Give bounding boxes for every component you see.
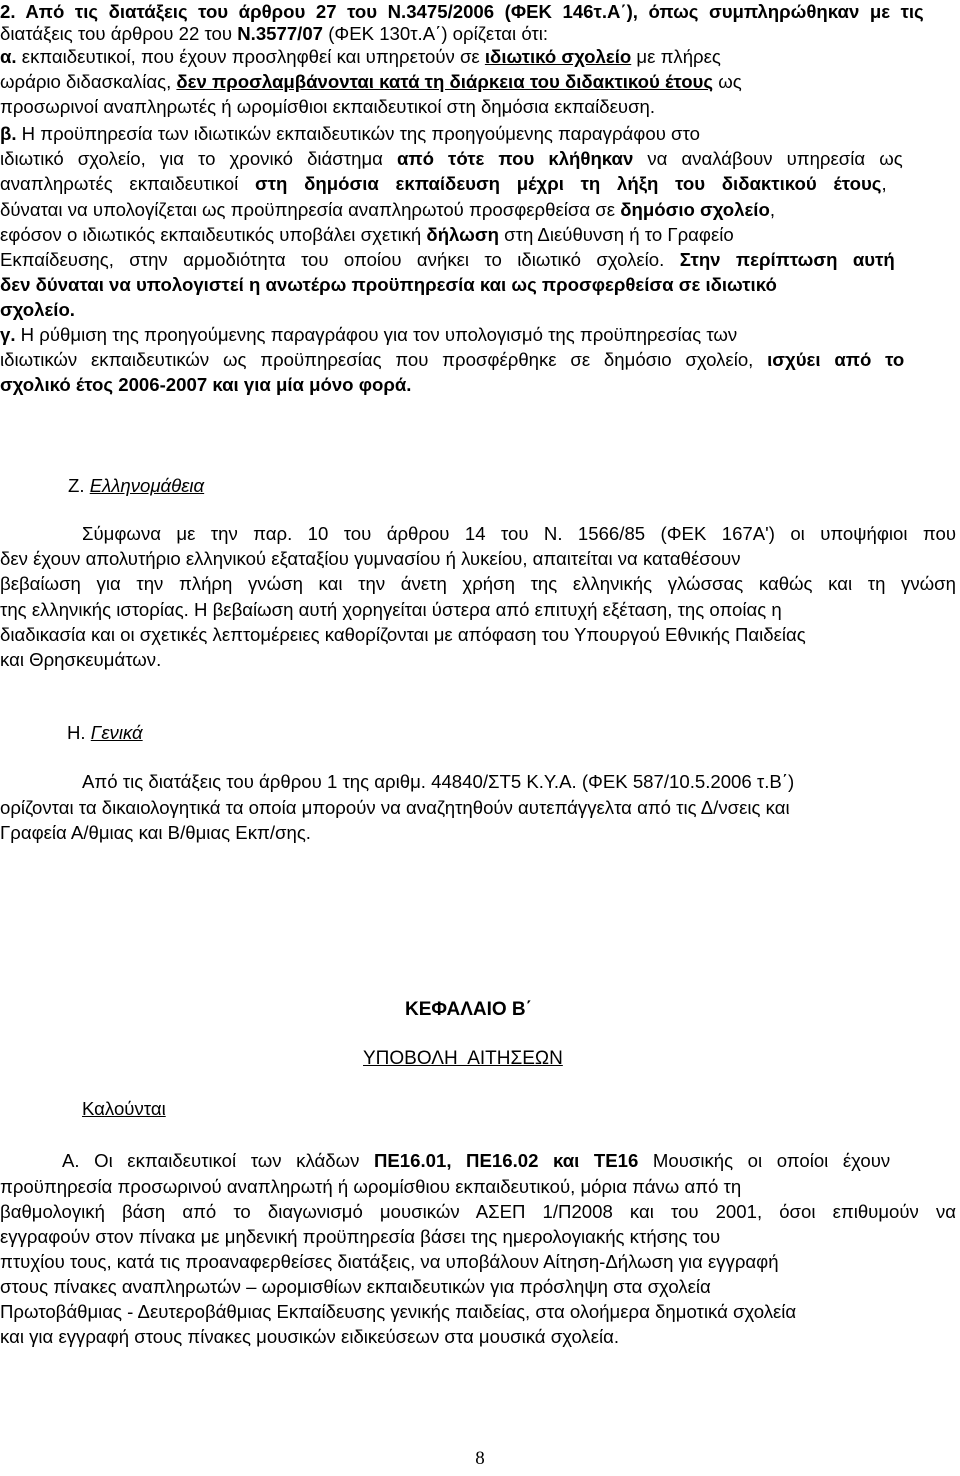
alpha-line1-text-a: εκπαιδευτικοί, που έχουν προσληφθεί και υπηρετούν σε <box>16 46 485 67</box>
page-number: 8 <box>475 1448 485 1469</box>
chapter-title: ΚΕΦΑΛΑΙΟ Β΄ <box>405 999 532 1020</box>
beta-line1 <box>0 122 960 146</box>
section-z-line5: διαδικασία και οι σχετικές λεπτομέρειες καθορίζονται με απόφαση του Υπουργού Εθνικής Παιδείας <box>0 624 806 645</box>
emphasis-not-hired: δεν προσλαμβάνονται κατά τη διάρκεια του διδακτικού έτους <box>176 71 714 92</box>
para2-line1-text-c: (ΦΕΚ 146τ.Α΄), όπως συμπληρώθηκαν με τις <box>494 1 924 22</box>
gamma-line2 <box>0 348 960 372</box>
section-h-title: Γενικά <box>90 722 143 743</box>
section-z-letter: Ζ. <box>68 475 85 496</box>
section-h-line1: Από τις διατάξεις του άρθρου 1 της αριθμ. 44840/ΣΤ5 Κ.Υ.Α. (ΦΕΚ 587/10.5.2006 τ.Β΄) <box>82 771 795 792</box>
chapter-subtitle: ΥΠΟΒΟΛΗ ΑΙΤΗΣΕΩΝ <box>363 1048 563 1069</box>
alpha-line1-text-c: με πλήρες <box>631 46 721 67</box>
beta-line5-text-a: εφόσον ο ιδιωτικός εκπαιδευτικός υποβάλει σχετική <box>0 224 427 245</box>
section-z-title: Ελληνομάθεια <box>89 475 205 496</box>
item-marker-beta: β. <box>0 123 17 144</box>
para2-line2-text-a: διατάξεις του άρθρου 22 του <box>0 23 238 44</box>
section-z-heading <box>0 474 960 498</box>
emphasis-applies-from: ισχύει από το <box>767 349 905 370</box>
gamma-line1-text-a: Η ρύθμιση της προηγούμενης παραγράφου για τον υπολογισμό της προϋπηρεσίας των <box>15 324 738 345</box>
alpha-line2-text-c: ως <box>713 71 742 92</box>
emphasis-since-called: από τότε που κλήθηκαν <box>396 148 634 169</box>
branch-codes: ΠΕ16.01, ΠΕ16.02 και ΤΕ16 <box>373 1150 639 1171</box>
section-h-line2: ορίζονται τα δικαιολογητικά τα οποία μπορούν να αναζητηθούν αυτεπάγγελτα από τις Δ/νσεις και <box>0 797 790 818</box>
item-marker-gamma: γ. <box>0 324 16 345</box>
alpha-line3: προσωρινοί αναπληρωτές ή ωρομίσθιοι εκπαιδευτικοί στη δημόσια εκπαίδευση. <box>0 96 656 117</box>
gamma-line2-text-a: ιδιωτικών εκπαιδευτικών ως προϋπηρεσίας που προσφέρθηκε σε δημόσιο σχολείο, <box>0 349 768 370</box>
emphasis-in-this-case: Στην περίπτωση αυτή <box>679 249 895 270</box>
alpha-line2-text-a: ωράριο διδασκαλίας, <box>0 71 177 92</box>
beta-line4-text-a: δύναται να υπολογίζεται ως προϋπηρεσία αναπληρωτού προσφερθείσα σε <box>0 199 621 220</box>
para2-line2-text-c: (ΦΕΚ 130τ.Α΄) ορίζεται ότι: <box>323 23 549 44</box>
beta-line4 <box>0 198 960 222</box>
para2-line1-text-a: 2. Από τις διατάξεις του άρθρου 27 του <box>0 1 388 22</box>
emphasis-public-school: δημόσιο σχολείο <box>620 199 770 220</box>
beta-line6 <box>0 248 960 272</box>
beta-line5-text-c: στη Διεύθυνση ή το Γραφείο <box>498 224 734 245</box>
section-a-line1-text-a: Α. Οι εκπαιδευτικοί των κλάδων <box>62 1150 374 1171</box>
section-h-line3: Γραφεία Α/θμιας και Β/θμιας Εκπ/σης. <box>0 822 311 843</box>
section-a-line4: εγγραφούν στον πίνακα με μηδενική προϋπηρεσία βάσει της ημερολογιακής κτήσης του <box>0 1226 721 1247</box>
alpha-line1 <box>0 45 960 69</box>
beta-line3 <box>0 172 960 196</box>
gamma-line3: σχολικό έτος 2006-2007 και για μία μόνο φορά. <box>0 374 412 395</box>
beta-line5 <box>0 223 960 247</box>
para2-line1 <box>0 0 960 24</box>
beta-line2-text-c: να αναλάβουν υπηρεσία ως <box>633 148 903 169</box>
section-z-line4: της ελληνικής ιστορίας. Η βεβαίωση αυτή χορηγείται ύστερα από επιτυχή εξέταση, της οποίας η <box>0 599 782 620</box>
beta-line2-text-a: ιδιωτικό σχολείο, για το χρονικό διάστημα <box>0 148 397 169</box>
section-a-line7: Πρωτοβάθμιας - Δευτεροβάθμιας Εκπαίδευσης γενικής παιδείας, στα ολοήμερα δημοτικά σχολεία <box>0 1301 797 1322</box>
section-h-letter: Η. <box>67 722 86 743</box>
item-marker-alpha: α. <box>0 46 17 67</box>
emphasis-public-education: στη δημόσια εκπαίδευση μέχρι τη λήξη του διδακτικού έτους <box>255 173 882 194</box>
section-a-line1-text-c: Μουσικής οι οποίοι έχουν <box>638 1150 891 1171</box>
section-a-line8: και για εγγραφή στους πίνακες μουσικών ειδικεύσεων στα μουσικά σχολεία. <box>0 1326 620 1347</box>
beta-line3-text-a: αναπληρωτές εκπαιδευτικοί <box>0 173 256 194</box>
beta-line7: δεν δύναται να υπολογιστεί η ανωτέρω προϋπηρεσία και ως προσφερθείσα σε ιδιωτικό <box>0 274 777 295</box>
section-a-line2: προϋπηρεσία προσωρινού αναπληρωτή ή ωρομίσθιου εκπαιδευτικού, μόρια πάνω από τη <box>0 1176 742 1197</box>
section-a-line6: στους πίνακες αναπληρωτών – ωρομισθίων εκπαιδευτικών για πρόσληψη στα σχολεία <box>0 1276 711 1297</box>
beta-line4-text-c: , <box>769 199 775 220</box>
section-z-line3: βεβαίωση για την πλήρη γνώση και την άνετη χρήση της ελληνικής γλώσσας καθώς και τη γνώση <box>0 573 956 594</box>
section-z-line1: Σύμφωνα με την παρ. 10 του άρθρου 14 του Ν. 1566/85 (ΦΕΚ 167Α') οι υποψήφιοι που <box>82 523 956 544</box>
law-reference: Ν.3475/2006 <box>387 1 495 22</box>
law-reference: Ν.3577/07 <box>237 23 324 44</box>
beta-line3-text-c: , <box>881 173 887 194</box>
section-a-line1 <box>0 1149 960 1173</box>
section-z-line6: και Θρησκευμάτων. <box>0 649 162 670</box>
section-z-line2: δεν έχουν απολυτήριο ελληνικού εξαταξίου γυμνασίου ή λυκείου, απαιτείται να καταθέσουν <box>0 548 741 569</box>
gamma-line1 <box>0 323 960 347</box>
beta-line6-text-a: Εκπαίδευσης, στην αρμοδιότητα του οποίου ανήκει το ιδιωτικό σχολείο. <box>0 249 680 270</box>
alpha-line2 <box>0 70 960 94</box>
section-h-heading <box>0 721 960 745</box>
beta-line1-text-a: Η προϋπηρεσία των ιδιωτικών εκπαιδευτικών της προηγούμενης παραγράφου στο <box>16 123 700 144</box>
beta-line2 <box>0 147 960 171</box>
section-a-line3: βαθμολογική βάση από το διαγωνισμό μουσικών ΑΣΕΠ 1/Π2008 και του 2001, όσοι επιθυμούν να <box>0 1201 956 1222</box>
emphasis-private-school: ιδιωτικό σχολείο <box>484 46 632 67</box>
section-a-line5: πτυχίου τους, κατά τις προαναφερθείσες διατάξεις, να υποβάλουν Αίτηση-Δήλωση για εγγραφή <box>0 1251 779 1272</box>
emphasis-declaration: δήλωση <box>426 224 499 245</box>
para2-line2 <box>0 22 960 46</box>
called-label: Καλούνται <box>82 1098 166 1119</box>
beta-line8: σχολείο. <box>0 299 75 320</box>
